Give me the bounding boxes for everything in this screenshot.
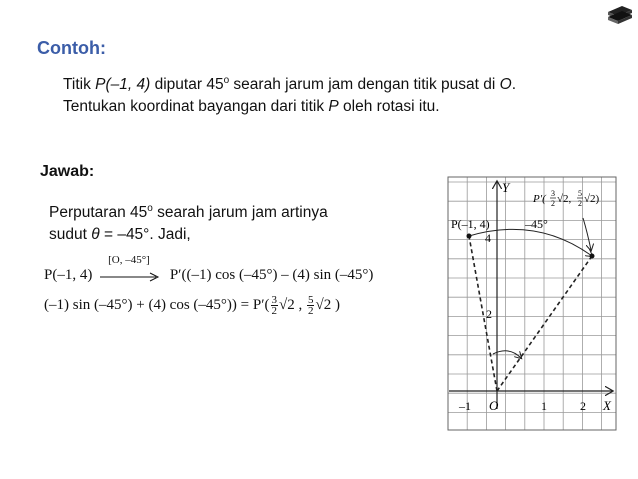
problem-text: Titik P(–1, 4) diputar 45$^o$ searah jarum jam dengan titik pusat di O. Tentukan koordinat bayangan dari titik P oleh rotasi itu. — [63, 75, 517, 116]
y-axis-label: Y — [502, 180, 510, 195]
svg-text:2: 2 — [578, 199, 582, 208]
rotation-arrow: [O, –45°] — [100, 268, 162, 284]
svg-text:√2): √2) — [584, 193, 600, 205]
tick-neg1: –1 — [459, 399, 471, 413]
answer-heading: Jawab: — [40, 163, 95, 180]
tick-2x: 2 — [580, 399, 586, 413]
point-p-label: P(–1, 4) — [451, 217, 490, 231]
svg-text:3: 3 — [551, 189, 555, 198]
svg-text:2: 2 — [551, 199, 555, 208]
point-p-prime-label — [532, 189, 600, 208]
tick-4: 4 — [485, 231, 491, 245]
tick-2: 2 — [486, 307, 492, 321]
example-heading: Contoh: — [37, 38, 106, 58]
stack-of-books-icon — [604, 4, 634, 28]
tick-1: 1 — [541, 399, 547, 413]
origin-label: O — [489, 398, 499, 413]
svg-text:P′(: P′( — [533, 193, 546, 205]
point-p — [467, 234, 472, 239]
rotation-graph — [447, 176, 617, 431]
explanation-text: Perputaran 45$^o$ searah jarum jam artinya sudut θ = –45°. Jadi, — [49, 203, 328, 244]
x-axis-label: X — [603, 398, 611, 413]
svg-text:√2,: √2, — [557, 193, 572, 205]
formula-line-1: P(–1, 4) [O, –45°] P′((–1) cos (–45°) – (4) sin (–45°) — [44, 253, 374, 283]
svg-text:5: 5 — [578, 189, 582, 198]
angle-label: –45° — [525, 217, 548, 231]
formula-line-2: (–1) sin (–45°) + (4) cos (–45°)) = P′( $\frac{3}{2}$ √2 , $\frac{5}{2}$ √2 ) — [44, 294, 340, 317]
point-p-prime — [590, 254, 595, 259]
